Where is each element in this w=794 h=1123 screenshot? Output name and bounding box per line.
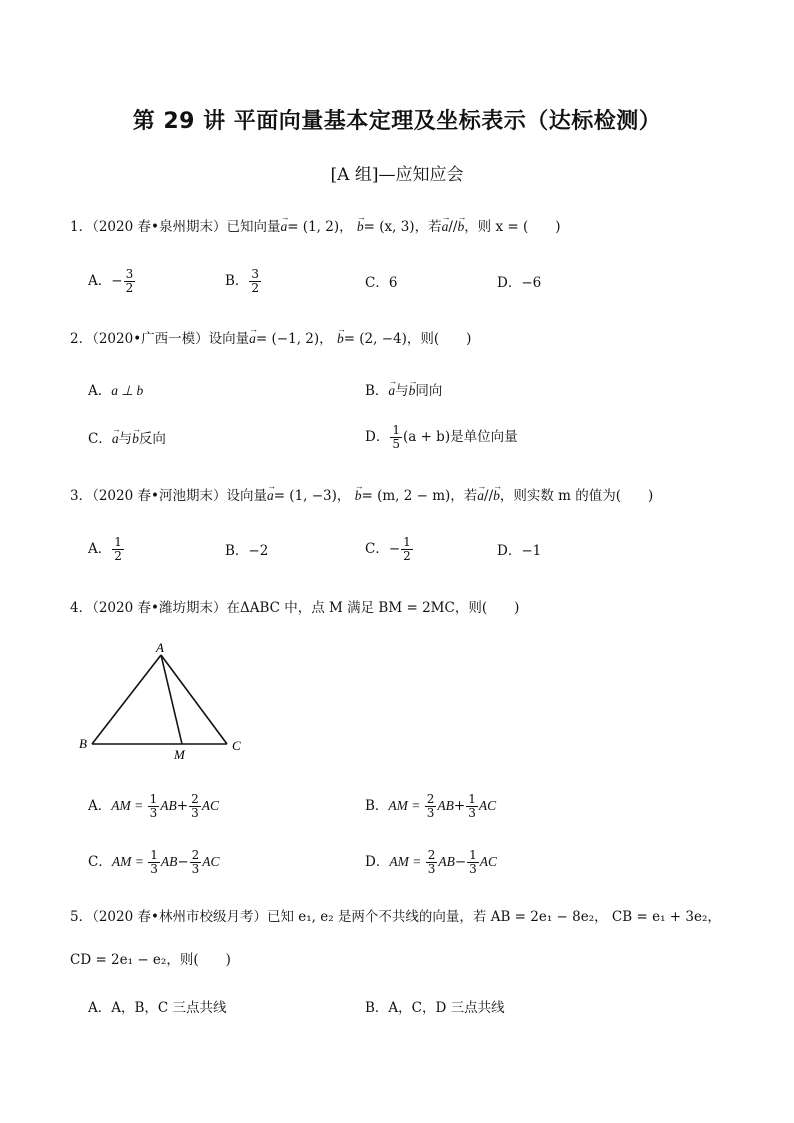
- question-1-option-a: A．− $\frac{3}{2}$: [88, 267, 134, 295]
- question-1-option-c: C．6: [365, 275, 398, 291]
- page-subtitle: [A 组]—应知应会: [330, 165, 464, 185]
- vector-a: → a: [280, 217, 287, 237]
- question-3-option-a: A． $\frac{1}{2}$: [88, 535, 122, 563]
- question-2-option-d: D． $\frac{1}{5}$ (a + b)是单位向量: [365, 423, 518, 451]
- question-2-stem: 2．（2020•广西一模）设向量→ a= (−1, 2)， → b= (2, −4)，则( ): [70, 329, 471, 349]
- point-m-label: M: [174, 747, 185, 762]
- question-5-option-b: B．A，C，D 三点共线: [365, 1000, 505, 1016]
- question-4-option-b: B．AM = $\frac{2}{3}$ AB+ $\frac{1}{3}$ AC: [365, 792, 497, 820]
- vertex-c-label: C: [232, 738, 241, 753]
- question-1-option-b: B． $\frac{3}{2}$: [225, 267, 260, 295]
- question-4-option-a: A．AM = $\frac{1}{3}$ AB+ $\frac{2}{3}$ AC: [88, 792, 219, 820]
- question-5-stem-line-2: CD = 2e₁ − e₂，则( ): [70, 952, 231, 968]
- vertex-a-label: A: [156, 640, 164, 655]
- question-2-option-a: A．a ⊥ b: [88, 383, 144, 399]
- question-1-option-d: D．−6: [497, 275, 542, 291]
- question-4-option-c: C．AM = $\frac{1}{3}$ AB− $\frac{2}{3}$ AC: [88, 848, 220, 876]
- question-3-option-d: D．−1: [497, 543, 542, 559]
- question-5-stem-line-1: 5．（2020 春•林州市校级月考）已知 e₁, e₂ 是两个不共线的向量，若 AB = 2e₁ − 8e₂， CB = e₁ + 3e₂，: [70, 909, 721, 925]
- question-3-option-c: C．− $\frac{1}{2}$: [365, 535, 411, 563]
- vertex-b-label: B: [79, 736, 87, 751]
- page-title: 第 29 讲 平面向量基本定理及坐标表示（达标检测）: [132, 109, 662, 134]
- question-3-option-b: B．−2: [225, 543, 269, 559]
- question-2-option-b: B．→ a与→ b同向: [365, 381, 442, 401]
- question-5-option-a: A．A，B，C 三点共线: [88, 1000, 227, 1016]
- triangle-figure: [72, 640, 252, 765]
- side-ab: [92, 655, 161, 744]
- question-1-stem: 1．（2020 春•泉州期末）已知向量→ a= (1, 2)， → b= (x, 3)，若→ a//→ b，则 x = ( ): [70, 217, 561, 237]
- question-4-stem: 4．（2020 春•潍坊期末）在ΔABC 中，点 M 满足 BM = 2MC，则( ): [70, 600, 520, 616]
- question-3-stem: 3．（2020 春•河池期末）设向量→ a= (1, −3)， → b= (m, 2 − m)，若→ a//→ b，则实数 m 的值为( ): [70, 486, 653, 506]
- question-2-option-c: C．→ a与→ b反向: [88, 429, 166, 449]
- question-4-option-d: D．AM = $\frac{2}{3}$ AB− $\frac{1}{3}$ AC: [365, 848, 498, 876]
- vector-b: → b: [357, 217, 364, 237]
